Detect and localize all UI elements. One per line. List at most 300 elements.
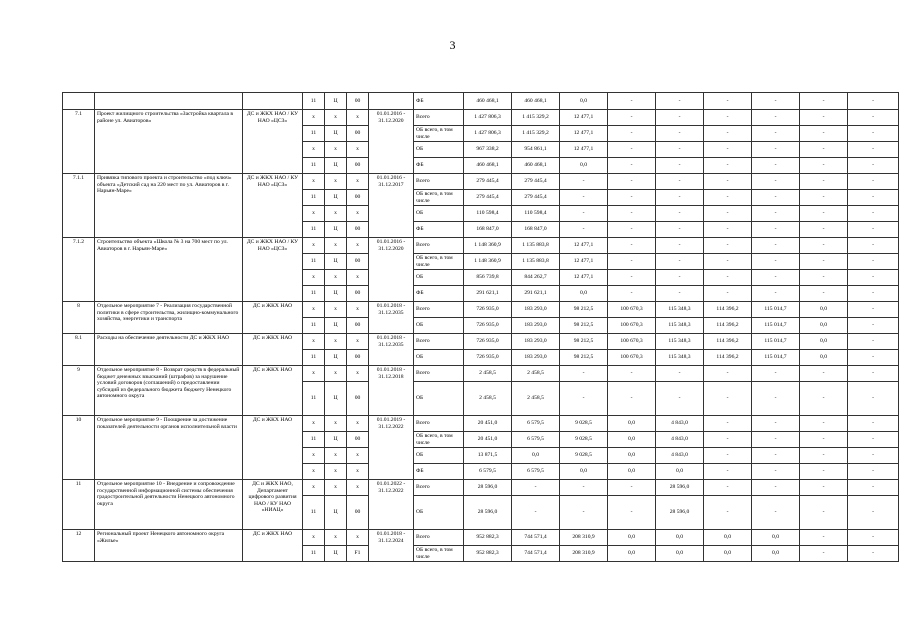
cell-term [369, 93, 414, 110]
cell-value-4: - [656, 142, 704, 158]
cell-value-5: - [704, 206, 752, 222]
cell-value-6: - [752, 366, 800, 382]
cell-value-3: - [608, 480, 656, 496]
cell-value-1: 744 571,4 [512, 530, 560, 546]
cell-value-0: 20 451,0 [464, 416, 512, 432]
cell-value-6: - [752, 270, 800, 286]
cell-name: Региональный проект Ненецкого автономного округа «Жилье» [95, 530, 243, 562]
cell-name: Проект жилищного строительства «Застройка квартала в районе ул. Авиаторов» [95, 110, 243, 174]
cell-kpp: Ц [325, 318, 347, 334]
cell-term: 01.01.2016 - 31.12.2020 [369, 238, 414, 302]
cell-kvsr: 11 [303, 158, 325, 174]
cell-value-3: 0,0 [608, 464, 656, 480]
table-row [63, 530, 899, 546]
cell-value-0: 20 451,0 [464, 432, 512, 448]
cell-term: 01.01.2018 - 31.12.2035 [369, 302, 414, 334]
cell-kvsr: 11 [303, 350, 325, 366]
cell-kcsr: 00 [347, 158, 369, 174]
cell-kpp: Ц [325, 496, 347, 530]
cell-value-4: 4 843,0 [656, 432, 704, 448]
cell-term: 01.01.2018 - 31.12.2024 [369, 530, 414, 562]
cell-value-1: 6 579,5 [512, 464, 560, 480]
cell-kvsr: х [303, 206, 325, 222]
cell-kpp: Ц [325, 254, 347, 270]
cell-value-4: 115 348,3 [656, 318, 704, 334]
cell-value-6: - [752, 480, 800, 496]
cell-value-0: 856 739,8 [464, 270, 512, 286]
cell-value-2: 0,0 [560, 464, 608, 480]
cell-value-1: 279 445,4 [512, 174, 560, 190]
cell-name: Привязка типового проекта и строительство «под ключ» объекта «Детский сад на 220 мест по ул. Авиаторов в г. Нарьян-Маре» [95, 174, 243, 238]
cell-value-6: - [752, 206, 800, 222]
table-row [63, 416, 899, 432]
cell-source: ОБ [414, 350, 464, 366]
cell-value-8: - [848, 110, 899, 126]
cell-value-7: - [800, 222, 848, 238]
cell-value-5: - [704, 190, 752, 206]
cell-value-5: - [704, 254, 752, 270]
cell-kpp: х [325, 110, 347, 126]
cell-kcsr: 00 [347, 286, 369, 302]
cell-value-5: 0,0 [704, 546, 752, 562]
cell-kcsr: 00 [347, 432, 369, 448]
cell-value-8: - [848, 254, 899, 270]
cell-kvsr: х [303, 448, 325, 464]
cell-kpp: Ц [325, 93, 347, 110]
cell-value-3: - [608, 222, 656, 238]
cell-value-6: - [752, 382, 800, 416]
cell-value-0: 110 598,4 [464, 206, 512, 222]
cell-kcsr: 00 [347, 254, 369, 270]
cell-value-0: 2 458,5 [464, 382, 512, 416]
cell-value-3: - [608, 93, 656, 110]
cell-source: Всего [414, 480, 464, 496]
cell-value-1: 954 861,1 [512, 142, 560, 158]
table-row [63, 93, 899, 110]
cell-kcsr: х [347, 366, 369, 382]
cell-source: Всего [414, 110, 464, 126]
cell-value-8: - [848, 206, 899, 222]
cell-value-6: - [752, 286, 800, 302]
cell-value-2: 12 477,1 [560, 270, 608, 286]
cell-value-1: 844 262,7 [512, 270, 560, 286]
cell-value-8: - [848, 174, 899, 190]
cell-value-4: 28 596,0 [656, 480, 704, 496]
cell-value-8: - [848, 158, 899, 174]
cell-value-6: 115 014,7 [752, 350, 800, 366]
cell-value-8: - [848, 302, 899, 318]
cell-kvsr: х [303, 464, 325, 480]
cell-term: 01.01.2018 - 31.12.2035 [369, 334, 414, 366]
cell-kpp: х [325, 480, 347, 496]
cell-kpp: х [325, 174, 347, 190]
cell-value-8: - [848, 530, 899, 546]
cell-kvsr: 11 [303, 546, 325, 562]
cell-kpp: х [325, 448, 347, 464]
cell-value-2: - [560, 382, 608, 416]
cell-value-5: - [704, 174, 752, 190]
cell-value-6: - [752, 448, 800, 464]
cell-kvsr: 11 [303, 126, 325, 142]
cell-value-2: - [560, 480, 608, 496]
cell-value-3: 0,0 [608, 530, 656, 546]
cell-value-4: - [656, 222, 704, 238]
cell-value-8: - [848, 318, 899, 334]
cell-value-2: - [560, 174, 608, 190]
cell-kvsr: х [303, 366, 325, 382]
cell-value-7: - [800, 432, 848, 448]
cell-value-3: 100 670,3 [608, 302, 656, 318]
cell-value-0: 460 468,1 [464, 93, 512, 110]
cell-kvsr: 11 [303, 496, 325, 530]
cell-value-0: 726 935,0 [464, 334, 512, 350]
cell-kpp: Ц [325, 190, 347, 206]
cell-name [95, 93, 243, 110]
cell-value-0: 1 427 806,3 [464, 126, 512, 142]
cell-kvsr: х [303, 334, 325, 350]
cell-value-2: 0,0 [560, 158, 608, 174]
cell-value-3: - [608, 190, 656, 206]
cell-value-7: - [800, 530, 848, 546]
cell-value-1: 279 445,4 [512, 190, 560, 206]
cell-value-3: 0,0 [608, 546, 656, 562]
cell-responsible: ДС и ЖКХ НАО [243, 302, 303, 334]
cell-value-3: 0,0 [608, 432, 656, 448]
cell-value-7: - [800, 496, 848, 530]
cell-value-5: - [704, 432, 752, 448]
cell-value-6: - [752, 190, 800, 206]
cell-value-7: - [800, 382, 848, 416]
cell-value-1: 6 579,5 [512, 416, 560, 432]
cell-source: ОБ всего, в том числе [414, 126, 464, 142]
cell-kcsr: х [347, 270, 369, 286]
cell-term: 01.01.2019 - 31.12.2022 [369, 416, 414, 480]
cell-value-7: - [800, 464, 848, 480]
cell-value-7: - [800, 238, 848, 254]
cell-kcsr: х [347, 174, 369, 190]
cell-value-7: - [800, 270, 848, 286]
cell-kpp: Ц [325, 350, 347, 366]
cell-value-8: - [848, 270, 899, 286]
cell-value-0: 279 445,4 [464, 190, 512, 206]
cell-kvsr: 11 [303, 190, 325, 206]
cell-value-2: 9 028,5 [560, 416, 608, 432]
cell-kcsr: 00 [347, 126, 369, 142]
cell-value-2: 98 212,5 [560, 302, 608, 318]
cell-num: 8 [63, 302, 95, 334]
cell-value-3: - [608, 254, 656, 270]
cell-source: ОБ [414, 142, 464, 158]
cell-value-4: - [656, 286, 704, 302]
cell-kcsr: х [347, 464, 369, 480]
cell-kvsr: х [303, 270, 325, 286]
cell-num: 8.1 [63, 334, 95, 366]
cell-value-5: 114 396,2 [704, 334, 752, 350]
cell-value-5: - [704, 126, 752, 142]
cell-value-7: - [800, 190, 848, 206]
cell-value-4: 0,0 [656, 530, 704, 546]
cell-kcsr: х [347, 142, 369, 158]
cell-value-7: - [800, 126, 848, 142]
cell-source: Всего [414, 302, 464, 318]
cell-value-6: - [752, 158, 800, 174]
cell-name: Расходы на обеспечение деятельности ДС и ЖКХ НАО [95, 334, 243, 366]
cell-value-3: 100 670,3 [608, 350, 656, 366]
cell-value-2: - [560, 190, 608, 206]
cell-kvsr: 11 [303, 254, 325, 270]
cell-value-7: - [800, 174, 848, 190]
page-number: 3 [449, 38, 456, 52]
cell-value-1: - [512, 480, 560, 496]
cell-value-1: 1 135 883,8 [512, 254, 560, 270]
cell-value-4: 28 596,0 [656, 496, 704, 530]
cell-kcsr: х [347, 530, 369, 546]
cell-value-2: - [560, 366, 608, 382]
cell-kcsr: х [347, 302, 369, 318]
cell-value-7: - [800, 142, 848, 158]
cell-value-0: 13 871,5 [464, 448, 512, 464]
cell-value-6: 115 014,7 [752, 318, 800, 334]
cell-source: Всего [414, 530, 464, 546]
cell-kpp: х [325, 238, 347, 254]
cell-value-6: 115 014,7 [752, 302, 800, 318]
cell-value-4: 4 843,0 [656, 416, 704, 432]
cell-value-6: 115 014,7 [752, 334, 800, 350]
cell-num: 11 [63, 480, 95, 530]
cell-source: Всего [414, 238, 464, 254]
cell-value-8: - [848, 366, 899, 382]
cell-value-0: 1 427 806,3 [464, 110, 512, 126]
cell-value-2: 208 310,9 [560, 530, 608, 546]
cell-value-6: - [752, 238, 800, 254]
cell-kcsr: х [347, 480, 369, 496]
table-row [63, 238, 899, 254]
cell-value-1: 183 293,0 [512, 350, 560, 366]
cell-value-5: - [704, 286, 752, 302]
cell-value-5: 114 396,2 [704, 318, 752, 334]
cell-value-5: - [704, 416, 752, 432]
cell-source: ОБ всего, в том числе [414, 254, 464, 270]
cell-value-8: - [848, 448, 899, 464]
cell-value-8: - [848, 238, 899, 254]
cell-value-4: - [656, 270, 704, 286]
cell-num [63, 93, 95, 110]
cell-value-6: - [752, 416, 800, 432]
cell-value-7: - [800, 448, 848, 464]
cell-value-6: 0,0 [752, 530, 800, 546]
cell-value-0: 726 935,0 [464, 302, 512, 318]
cell-kvsr: х [303, 174, 325, 190]
cell-value-0: 2 458,5 [464, 366, 512, 382]
cell-responsible: ДС и ЖКХ НАО / КУ НАО «ЦСЗ» [243, 238, 303, 302]
cell-kpp: х [325, 302, 347, 318]
cell-source: ОБ всего, в том числе [414, 190, 464, 206]
cell-value-5: - [704, 480, 752, 496]
cell-kpp: Ц [325, 286, 347, 302]
cell-value-3: - [608, 110, 656, 126]
cell-kpp: Ц [325, 222, 347, 238]
cell-value-7: 0,0 [800, 318, 848, 334]
cell-source: Всего [414, 174, 464, 190]
cell-kcsr: х [347, 448, 369, 464]
cell-kpp: Ц [325, 546, 347, 562]
cell-value-1: 168 847,0 [512, 222, 560, 238]
cell-kcsr: х [347, 416, 369, 432]
cell-term: 01.01.2016 - 31.12.2017 [369, 174, 414, 238]
cell-value-7: - [800, 110, 848, 126]
cell-kpp: х [325, 530, 347, 546]
cell-value-7: - [800, 546, 848, 562]
cell-source: ОБ [414, 270, 464, 286]
cell-value-2: 98 212,5 [560, 350, 608, 366]
cell-value-6: - [752, 254, 800, 270]
cell-value-2: 12 477,1 [560, 238, 608, 254]
cell-value-5: - [704, 496, 752, 530]
cell-value-5: - [704, 366, 752, 382]
cell-name: Строительство объекта «Школа № 3 на 700 мест по ул. Авиаторов в г. Нарьян-Маре» [95, 238, 243, 302]
cell-kpp: х [325, 206, 347, 222]
cell-kvsr: х [303, 530, 325, 546]
cell-value-8: - [848, 382, 899, 416]
cell-value-7: - [800, 416, 848, 432]
cell-source: ФБ [414, 158, 464, 174]
cell-kvsr: 11 [303, 382, 325, 416]
cell-value-1: 183 293,0 [512, 334, 560, 350]
cell-value-5: - [704, 464, 752, 480]
cell-value-0: 726 935,0 [464, 318, 512, 334]
cell-value-2: 0,0 [560, 286, 608, 302]
cell-value-3: 0,0 [608, 448, 656, 464]
table-body [63, 93, 899, 562]
cell-kvsr: 11 [303, 432, 325, 448]
cell-value-6: - [752, 464, 800, 480]
cell-name: Отдельное мероприятие 10 - Внедрение и сопровождение государственной информационной системы обеспечения градостроительной деятельности Ненецкого автономного округа [95, 480, 243, 530]
cell-source: ОБ [414, 382, 464, 416]
table-row [63, 334, 899, 350]
cell-value-8: - [848, 546, 899, 562]
cell-value-4: - [656, 366, 704, 382]
cell-value-1: 183 293,0 [512, 318, 560, 334]
cell-value-5: - [704, 93, 752, 110]
cell-source: ФБ [414, 93, 464, 110]
cell-kcsr: F1 [347, 546, 369, 562]
cell-value-0: 460 468,1 [464, 158, 512, 174]
cell-value-3: - [608, 238, 656, 254]
cell-kcsr: 00 [347, 222, 369, 238]
cell-value-4: - [656, 158, 704, 174]
cell-kcsr: х [347, 238, 369, 254]
cell-source: ОБ всего, в том числе [414, 432, 464, 448]
cell-value-2: 0,0 [560, 93, 608, 110]
cell-num: 7.1.2 [63, 238, 95, 302]
cell-responsible: ДС и ЖКХ НАО [243, 366, 303, 416]
cell-kcsr: х [347, 206, 369, 222]
cell-value-8: - [848, 496, 899, 530]
cell-value-1: 1 135 883,8 [512, 238, 560, 254]
cell-value-5: - [704, 110, 752, 126]
cell-kvsr: х [303, 302, 325, 318]
cell-value-3: - [608, 158, 656, 174]
cell-value-6: - [752, 174, 800, 190]
cell-value-6: - [752, 126, 800, 142]
cell-value-2: 98 212,5 [560, 334, 608, 350]
cell-value-6: - [752, 432, 800, 448]
cell-value-6: - [752, 496, 800, 530]
cell-kcsr: 00 [347, 496, 369, 530]
cell-source: ОБ [414, 206, 464, 222]
cell-value-7: - [800, 480, 848, 496]
table-row [63, 110, 899, 126]
cell-source: Всего [414, 334, 464, 350]
cell-value-0: 6 579,5 [464, 464, 512, 480]
cell-kvsr: 11 [303, 318, 325, 334]
cell-value-6: - [752, 93, 800, 110]
cell-responsible [243, 93, 303, 110]
cell-value-4: - [656, 254, 704, 270]
cell-value-5: - [704, 382, 752, 416]
cell-value-1: 2 458,5 [512, 382, 560, 416]
cell-value-2: - [560, 222, 608, 238]
cell-value-1: 0,0 [512, 448, 560, 464]
cell-kpp: Ц [325, 432, 347, 448]
cell-responsible: ДС и ЖКХ НАО [243, 416, 303, 480]
cell-value-3: 100 670,3 [608, 334, 656, 350]
cell-num: 9 [63, 366, 95, 416]
cell-value-4: - [656, 206, 704, 222]
table-row [63, 302, 899, 318]
cell-value-0: 168 847,0 [464, 222, 512, 238]
cell-value-1: 291 621,1 [512, 286, 560, 302]
cell-value-8: - [848, 334, 899, 350]
cell-value-8: - [848, 286, 899, 302]
cell-value-4: - [656, 238, 704, 254]
cell-value-8: - [848, 126, 899, 142]
cell-value-5: - [704, 448, 752, 464]
cell-value-1: 2 458,5 [512, 366, 560, 382]
cell-kpp: х [325, 142, 347, 158]
cell-value-4: 115 348,3 [656, 302, 704, 318]
cell-value-0: 726 935,0 [464, 350, 512, 366]
cell-value-5: - [704, 270, 752, 286]
cell-value-2: 9 028,5 [560, 448, 608, 464]
cell-value-4: - [656, 382, 704, 416]
cell-term: 01.01.2016 - 31.12.2020 [369, 110, 414, 174]
cell-responsible: ДС и ЖКХ НАО [243, 530, 303, 562]
cell-value-2: 12 477,1 [560, 142, 608, 158]
cell-source: ОБ [414, 496, 464, 530]
cell-value-3: - [608, 286, 656, 302]
cell-value-0: 291 621,1 [464, 286, 512, 302]
cell-kpp: Ц [325, 158, 347, 174]
cell-value-1: - [512, 496, 560, 530]
cell-value-1: 1 415 329,2 [512, 126, 560, 142]
cell-value-7: - [800, 93, 848, 110]
cell-source: ОБ всего, в том числе [414, 546, 464, 562]
cell-kcsr: 00 [347, 190, 369, 206]
cell-value-4: 0,0 [656, 546, 704, 562]
cell-responsible: ДС и ЖКХ НАО [243, 334, 303, 366]
cell-value-8: - [848, 190, 899, 206]
cell-kcsr: 00 [347, 350, 369, 366]
cell-name: Отдельное мероприятие 8 - Возврат средств в федеральный бюджет денежных взысканий (штрафов) за нарушение условий договоров (соглашений) о предоставлении субсидий из федерального бюджета бюджету Ненецкого автономного округа [95, 366, 243, 416]
cell-value-4: - [656, 190, 704, 206]
cell-value-7: 0,0 [800, 350, 848, 366]
cell-source: ОБ [414, 318, 464, 334]
cell-value-7: 0,0 [800, 334, 848, 350]
cell-kcsr: 00 [347, 93, 369, 110]
cell-source: ФБ [414, 464, 464, 480]
cell-kcsr: х [347, 334, 369, 350]
